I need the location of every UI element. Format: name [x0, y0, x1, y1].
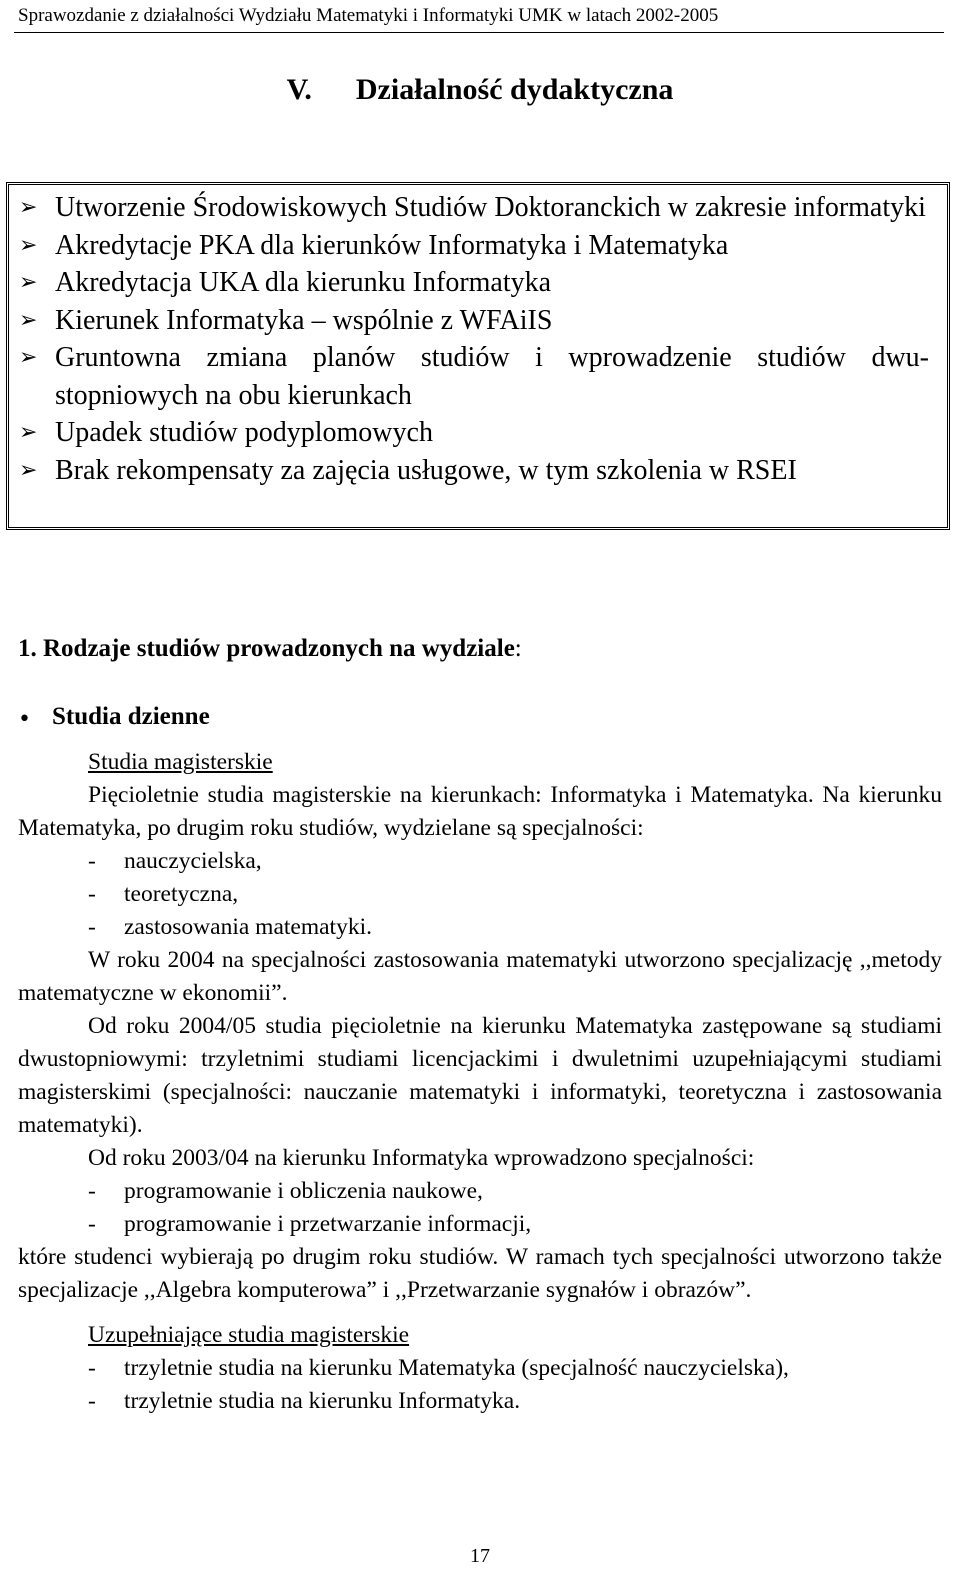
magisterskie-intro: Pięcioletnie studia magisterskie na kierunkach: Informatyka i Matematyka. Na kierunku Matematyka, po drugim roku studiów, wydzielane są specjalności: — [18, 782, 942, 841]
subsection-heading: Studia dzienne — [52, 703, 210, 730]
arrow-bullet-icon: ➢ — [19, 420, 38, 445]
arrow-bullet-icon: ➢ — [19, 232, 38, 258]
summary-item: ➢ Brak rekompensaty za zajęcia usługowe, w tym szkolenia w RSEI — [19, 452, 929, 490]
arrow-bullet-icon: ➢ — [19, 195, 38, 220]
paragraph-2003-04: Od roku 2003/04 na kierunku Informatyka wprowadzono specjalności: — [88, 1145, 755, 1171]
magisterskie-title: Studia magisterskie — [88, 749, 273, 775]
arrow-bullet-icon: ➢ — [19, 307, 38, 333]
chapter-title-text: Działalność dydaktyczna — [355, 73, 674, 106]
summary-item: ➢ Kierunek Informatyka – wspólnie z WFAiIS — [19, 302, 929, 340]
paragraph-2004: W roku 2004 na specjalności zastosowania matematyki utworzono specjalizację ,,metody matematyczne w ekonomii”. — [18, 947, 942, 1006]
summary-item: ➢ Utworzenie Środowiskowych Studiów Doktoranckich w zakresie informatyki — [19, 189, 929, 227]
list-item: - programowanie i obliczenia naukowe, — [88, 1178, 483, 1204]
running-header: Sprawozdanie z działalności Wydziału Matematyki i Informatyki UMK w latach 2002-2005 — [18, 5, 719, 26]
body-text — [18, 746, 942, 1418]
arrow-bullet-icon: ➢ — [19, 270, 38, 295]
list-item: - zastosowania matematyki. — [88, 914, 372, 940]
list-item: - trzyletnie studia na kierunku Informatyka. — [88, 1388, 521, 1414]
list-item: - nauczycielska, — [88, 848, 262, 874]
list-item: - trzyletnie studia na kierunku Matematyka (specjalność nauczycielska), — [88, 1355, 789, 1381]
header-rule — [14, 32, 944, 33]
dot-bullet-icon: • — [18, 707, 31, 732]
chapter-title — [0, 70, 960, 110]
list-item: - programowanie i przetwarzanie informacji, — [88, 1211, 532, 1237]
arrow-bullet-icon: ➢ — [19, 457, 38, 483]
summary-item: ➢ Upadek studiów podyplomowych — [19, 414, 929, 452]
section-heading: 1. Rodzaje studiów prowadzonych na wydziale: — [18, 635, 522, 662]
summary-list — [9, 185, 947, 489]
summary-item: ➢ Akredytacja UKA dla kierunku Informatyka — [19, 264, 929, 302]
paragraph-specializations: które studenci wybierają po drugim roku studiów. W ramach tych specjalności utworzono także specjalizacje ,,Algebra komputerowa” i ,,Przetwarzanie sygnałów i obrazów”. — [18, 1244, 942, 1303]
page-number: 17 — [470, 1545, 490, 1567]
arrow-bullet-icon: ➢ — [19, 345, 38, 370]
summary-box — [6, 182, 950, 530]
summary-item: ➢ Gruntowna zmiana planów studiów i wprowadzenie studiów dwu-stopniowych na obu kierunkach — [19, 339, 929, 414]
uzupelniajace-title: Uzupełniające studia magisterskie — [88, 1322, 410, 1348]
chapter-number: V. — [286, 73, 312, 106]
summary-item: ➢ Akredytacje PKA dla kierunków Informatyka i Matematyka — [19, 227, 929, 265]
list-item: - teoretyczna, — [88, 881, 239, 907]
paragraph-2004-05: Od roku 2004/05 studia pięcioletnie na kierunku Matematyka zastępowane są studiami dwustopniowymi: trzyletnimi studiami licencjackimi i dwuletnimi uzupełniającymi studiami magisterskimi (specjalności: nauczanie matematyki i informatyki, teoretyczna i zastosowania matematyki). — [18, 1013, 942, 1138]
